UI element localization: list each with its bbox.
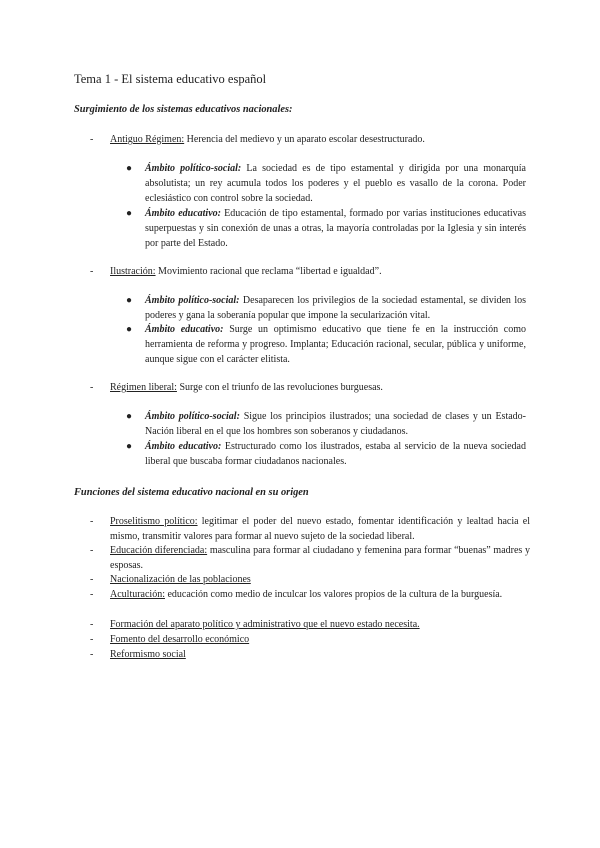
dash-marker: - bbox=[90, 134, 94, 145]
function-item bbox=[90, 587, 530, 602]
item-term: Régimen liberal: bbox=[110, 382, 177, 393]
dash-marker: - bbox=[90, 545, 94, 556]
function-item bbox=[90, 572, 530, 587]
dash-marker: - bbox=[90, 649, 94, 660]
bullet-marker: ● bbox=[126, 324, 133, 335]
dash-marker: - bbox=[90, 589, 94, 600]
item-term: Educación diferenciada: bbox=[110, 545, 208, 556]
bullet-label: Ámbito educativo: bbox=[145, 441, 222, 452]
bullet-text: Educación de tipo estamental, formado por varias instituciones educativas superpuestas y sin conexión de unas a otras, la mayoría controladas por la Iglesia y sin interés por parte del Estado. bbox=[145, 208, 526, 249]
dash-marker: - bbox=[90, 266, 94, 277]
item-term: Nacionalización de las poblaciones bbox=[110, 574, 251, 585]
item-text: Herencia del medievo y un aparato escolar desestructurado. bbox=[184, 134, 425, 145]
section1-heading: Surgimiento de los sistemas educativos nacionales: bbox=[74, 104, 293, 115]
bullet-item bbox=[126, 322, 526, 367]
bullet-marker: ● bbox=[126, 411, 133, 422]
bullet-text: Desaparecen los privilegios de la sociedad estamental, se dividen los poderes y gana la soberanía popular que impone la secularización vital. bbox=[145, 295, 526, 321]
function-item bbox=[90, 647, 530, 662]
bullet-label: Ámbito político-social: bbox=[145, 411, 240, 422]
bullet-marker: ● bbox=[126, 441, 133, 452]
item-text: legitimar el poder del nuevo estado, fomentar identificación y lealtad hacia el mismo, transmitir valores para formar al nuevo sujeto de la sociedad liberal. bbox=[110, 516, 530, 542]
list-item-ilustracion bbox=[90, 264, 530, 279]
bullet-marker: ● bbox=[126, 208, 133, 219]
dash-marker: - bbox=[90, 619, 94, 630]
bullet-item bbox=[126, 293, 526, 323]
function-item bbox=[90, 617, 530, 632]
bullet-item bbox=[126, 409, 526, 439]
bullet-item bbox=[126, 206, 526, 251]
item-term: Antiguo Régimen: bbox=[110, 134, 185, 145]
item-text: Surge con el triunfo de las revoluciones burguesas. bbox=[176, 382, 383, 393]
bullet-label: Ámbito educativo: bbox=[145, 324, 224, 335]
dash-marker: - bbox=[90, 516, 94, 527]
bullet-text: Surge un optimismo educativo que tiene fe en la instrucción como herramienta de reforma y progreso. Implanta; Educación racional, secular, pública y uniforme, aunque sigue con el carácter elitista. bbox=[145, 324, 526, 365]
item-term: Formación del aparato político y administrativo que el nuevo estado necesita. bbox=[110, 619, 420, 630]
dash-marker: - bbox=[90, 382, 94, 393]
bullet-item bbox=[126, 161, 526, 206]
bullet-text: La sociedad es de tipo estamental y dirigida por una monarquía absolutista; un rey acumula todos los poderes y el pueblo es vasallo de la corona. Poder eclesiástico con control sobre la sociedad. bbox=[145, 163, 526, 204]
item-text: masculina para formar al ciudadano y femenina para formar “buenas” madres y esposas. bbox=[110, 545, 531, 571]
bullet-label: Ámbito político-social: bbox=[145, 295, 240, 306]
item-text: educación como medio de inculcar los valores propios de la cultura de la burguesía. bbox=[164, 589, 503, 600]
page-title: Tema 1 - El sistema educativo español bbox=[74, 72, 267, 86]
list-item-antiguo-regimen bbox=[90, 132, 530, 147]
item-term: Proselitismo político: bbox=[110, 516, 198, 527]
bullet-marker: ● bbox=[126, 295, 133, 306]
function-item bbox=[90, 514, 530, 544]
item-term: Ilustración: bbox=[110, 266, 156, 277]
bullet-label: Ámbito educativo: bbox=[145, 208, 221, 219]
function-item bbox=[90, 632, 530, 647]
bullet-label: Ámbito político-social: bbox=[145, 163, 242, 174]
section2-heading: Funciones del sistema educativo nacional en su origen bbox=[74, 487, 309, 498]
item-term: Fomento del desarrollo económico bbox=[110, 634, 250, 645]
dash-marker: - bbox=[90, 574, 94, 585]
item-term: Reformismo social bbox=[110, 649, 186, 660]
item-text: Movimiento racional que reclama “libertad e igualdad”. bbox=[155, 266, 382, 277]
bullet-text: Estructurado como los ilustrados, estaba al servicio de la nueva sociedad liberal que buscaba formar ciudadanos nacionales. bbox=[145, 441, 526, 467]
bullet-marker: ● bbox=[126, 163, 133, 174]
list-item-regimen-liberal bbox=[90, 380, 530, 395]
bullet-text: Sigue los principios ilustrados; una sociedad de clases y un Estado-Nación liberal en el que los hombres son soberanos y ciudadanos. bbox=[145, 411, 526, 437]
function-item bbox=[90, 543, 530, 573]
dash-marker: - bbox=[90, 634, 94, 645]
item-term: Aculturación: bbox=[110, 589, 165, 600]
bullet-item bbox=[126, 439, 526, 469]
